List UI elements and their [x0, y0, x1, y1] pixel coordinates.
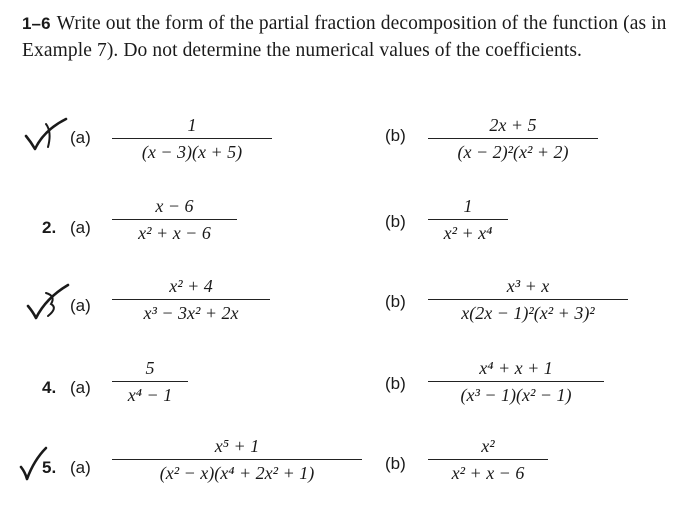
problem-4-part-a-label: (a)	[70, 378, 91, 397]
problem-5-part-a-label: (a)	[70, 458, 91, 477]
denominator: x³ − 3x² + 2x	[143, 303, 239, 324]
problem-2-b-fraction	[428, 196, 508, 243]
instructions-paragraph	[22, 10, 682, 64]
problem-1-part-a-label: (a)	[70, 128, 91, 147]
numerator: 1	[187, 115, 197, 135]
numerator: x² + 4	[169, 276, 213, 296]
numerator: x⁴ + x + 1	[479, 358, 553, 378]
handwritten-check-icon	[22, 116, 72, 154]
problem-2-part-b-label: (b)	[385, 212, 406, 231]
problem-1-a-fraction	[112, 115, 272, 162]
problem-3-a-fraction	[112, 276, 270, 323]
denominator: (x − 2)²(x² + 2)	[457, 142, 569, 163]
problem-2-part-a-label: (a)	[70, 218, 91, 237]
handwritten-check-icon	[24, 282, 74, 322]
numerator: x²	[481, 436, 495, 456]
denominator: (x² − x)(x⁴ + 2x² + 1)	[159, 463, 315, 484]
numerator: x³ + x	[506, 276, 550, 296]
denominator: x² + x − 6	[138, 223, 211, 244]
instructions-text: Write out the form of the partial fraction decomposition of the function (as in Example 7). Do not determine the numerical values of the coefficients.	[22, 13, 667, 61]
problem-3-b-fraction	[428, 276, 628, 323]
problem-5-number: 5.	[42, 458, 57, 477]
problem-3-part-a-label: (a)	[70, 296, 91, 315]
numerator: x − 6	[155, 196, 194, 216]
problem-5-b-fraction	[428, 436, 548, 483]
numerator: 5	[145, 358, 155, 378]
problem-4-a-fraction	[112, 358, 188, 405]
numerator: x⁵ + 1	[214, 436, 260, 456]
problem-2-number: 2.	[42, 218, 57, 237]
problem-1-b-fraction	[428, 115, 598, 162]
problem-4-number: 4.	[42, 378, 57, 397]
problem-4-b-fraction	[428, 358, 604, 405]
denominator: (x³ − 1)(x² − 1)	[460, 385, 572, 406]
problem-4-part-b-label: (b)	[385, 374, 406, 393]
denominator: x⁴ − 1	[127, 385, 173, 406]
denominator: x(2x − 1)²(x² + 3)²	[461, 303, 595, 324]
problem-5-a-fraction	[112, 436, 362, 483]
problem-range: 1–6	[22, 14, 51, 33]
problem-3-part-b-label: (b)	[385, 292, 406, 311]
denominator: (x − 3)(x + 5)	[141, 142, 243, 163]
problem-2-a-fraction	[112, 196, 237, 243]
numerator: 2x + 5	[489, 115, 537, 135]
problem-1-part-b-label: (b)	[385, 126, 406, 145]
numerator: 1	[463, 196, 473, 216]
problem-5-part-b-label: (b)	[385, 454, 406, 473]
denominator: x² + x⁴	[443, 223, 493, 244]
denominator: x² + x − 6	[451, 463, 525, 484]
